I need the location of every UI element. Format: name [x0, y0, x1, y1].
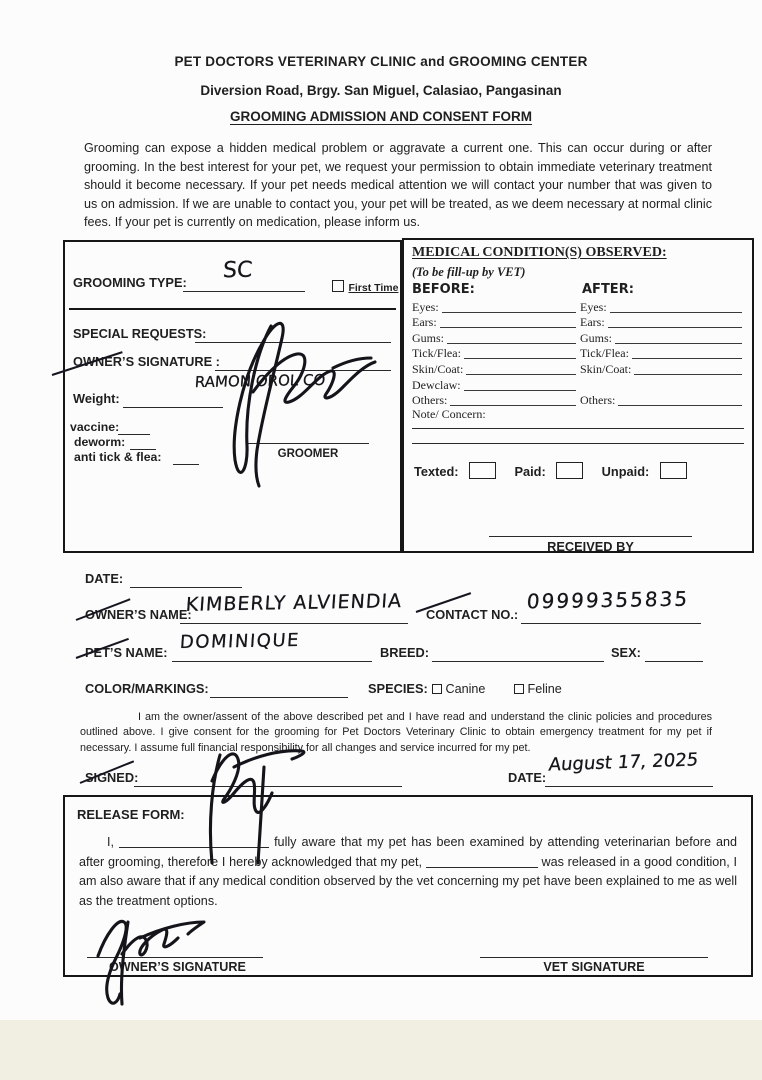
clinic-name: PET DOCTORS VETERINARY CLINIC and GROOMING CENTER	[174, 54, 588, 69]
vet-signature-blank	[480, 957, 708, 958]
medical-row	[412, 393, 746, 409]
medical-row	[412, 346, 746, 362]
contact-no-label: CONTACT NO.:	[426, 607, 519, 622]
owner-signature-label: OWNER’S SIGNATURE :	[73, 354, 220, 369]
med-row-blank	[608, 315, 742, 328]
paid-label: Paid:	[514, 464, 546, 479]
med-row-label: Tick/Flea:	[412, 346, 461, 361]
med-row-label: Eyes:	[412, 299, 439, 314]
texted-checkbox	[469, 462, 496, 479]
first-time-field	[332, 278, 398, 296]
medical-row	[412, 361, 746, 377]
medical-box	[402, 238, 754, 553]
texted-label: Texted:	[414, 464, 459, 479]
anti-tick-label: anti tick & flea:	[74, 450, 162, 464]
signed-date-handwritten: August 17, 2025	[547, 749, 700, 776]
note-line-2	[412, 443, 744, 444]
payment-row	[414, 462, 687, 481]
clinic-address: Diversion Road, Brgy. San Miguel, Calasiao, Pangasinan	[200, 83, 562, 98]
med-row-blank	[632, 346, 742, 359]
pet-name-label: PET’S NAME:	[85, 645, 168, 660]
note-line-1	[412, 428, 744, 429]
after-label: AFTER:	[582, 282, 634, 297]
date-blank	[130, 587, 242, 588]
grooming-type-handwritten: SC	[222, 257, 254, 284]
contact-no-handwritten: 09999355835	[526, 586, 690, 614]
signed-label: SIGNED:	[85, 770, 139, 785]
med-row-blank	[440, 315, 576, 328]
med-row-blank	[634, 362, 742, 375]
medical-row	[412, 299, 746, 315]
groomer-label: GROOMER	[277, 448, 339, 460]
deworm-label: deworm:	[74, 435, 126, 449]
med-row-label: Gums:	[580, 330, 613, 345]
received-by-label: RECEIVED BY	[547, 539, 634, 554]
medical-row	[412, 377, 746, 393]
med-row-label: Others:	[412, 393, 448, 408]
first-time-checkbox	[332, 280, 344, 292]
med-row-blank	[442, 300, 576, 313]
release-name-blank	[119, 835, 269, 848]
med-row-blank	[464, 346, 576, 359]
med-row-blank	[447, 331, 576, 344]
owner-name-handwritten: KIMBERLY ALVIENDIA	[185, 590, 403, 616]
med-row-blank	[464, 378, 576, 391]
release-pet-blank	[426, 855, 538, 868]
med-row-label: Eyes:	[580, 299, 607, 314]
med-row-blank	[615, 331, 742, 344]
species-canine-option	[432, 682, 485, 696]
signed-date-blank	[545, 786, 713, 787]
release-owner-signature-label: OWNER’S SIGNATURE	[109, 960, 246, 974]
pet-name-blank	[172, 661, 372, 662]
release-paragraph	[79, 833, 737, 911]
med-row-label: Tick/Flea:	[580, 346, 629, 361]
scan-background	[0, 1020, 762, 1080]
medical-box-subtitle: (To be fill-up by VET)	[412, 265, 526, 279]
med-row-blank	[450, 393, 576, 406]
consent-paragraph: I am the owner/assent of the above described pet and I have read and understand the clinic policies and procedures outlined above. I give consent for the grooming for Pet Doctors Veterinary Clinic to obtain emergency treatment for my pet if necessary. I assume full financial responsibility for all changes and service incurred for my pet.	[80, 711, 712, 754]
sex-label: SEX:	[611, 645, 641, 660]
med-row-label: Gums:	[412, 330, 445, 345]
signed-blank	[134, 786, 402, 787]
anti-tick-blank	[173, 464, 199, 465]
form-title: GROOMING ADMISSION AND CONSENT FORM	[230, 109, 532, 124]
med-row-label: Ears:	[580, 315, 605, 330]
release-box	[63, 795, 753, 977]
vaccine-label: vaccine:	[70, 420, 120, 434]
release-text-end: was released in a good condition, I am also aware that if any medical condition observed by the vet concerning my pet have been explained to me as well as the treatment options.	[79, 854, 738, 908]
medical-row	[412, 330, 746, 346]
med-row-blank	[466, 362, 576, 375]
feline-checkbox	[514, 684, 524, 694]
release-form-title: RELEASE FORM:	[77, 807, 185, 822]
date-label: DATE:	[85, 571, 124, 586]
special-requests-label: SPECIAL REQUESTS:	[73, 326, 207, 341]
species-feline-option	[514, 682, 562, 696]
section-divider	[69, 308, 396, 310]
owner-name-label: OWNER’S NAME:	[85, 607, 192, 622]
weight-label: Weight:	[73, 391, 120, 406]
med-row-label: Ears:	[412, 315, 437, 330]
first-time-label: First Time	[348, 282, 399, 294]
unpaid-label: Unpaid:	[601, 464, 650, 479]
weight-blank	[123, 407, 223, 408]
med-row-label: Others:	[580, 393, 616, 408]
pet-name-handwritten: DOMINIQUE	[179, 629, 301, 654]
owner-printed-name-handwritten: RAMON OROL CO	[194, 370, 326, 392]
release-owner-signature-blank	[87, 957, 263, 958]
grooming-box	[63, 240, 402, 553]
signed-date-label: DATE:	[508, 770, 547, 785]
contact-no-blank	[521, 623, 701, 624]
release-text-middle: fully aware that my pet has been examined by attending veterinarian before and after grooming, therefore I hereby acknowledged that my pet,	[79, 835, 737, 869]
feline-label: Feline	[527, 682, 562, 696]
medical-rows	[412, 299, 746, 408]
groomer-blank	[247, 443, 369, 444]
medical-row	[412, 315, 746, 331]
canine-checkbox	[432, 684, 442, 694]
before-label: BEFORE:	[412, 282, 475, 297]
paid-checkbox	[556, 462, 583, 479]
owner-signature-scribble	[183, 294, 383, 494]
release-text-start: I,	[107, 835, 114, 849]
owner-name-blank	[180, 623, 408, 624]
grooming-type-label: GROOMING TYPE:	[73, 275, 187, 290]
med-row-blank	[610, 300, 742, 313]
med-row-label: Skin/Coat:	[580, 361, 632, 376]
vet-signature-label: VET SIGNATURE	[543, 960, 645, 974]
med-row-blank	[618, 393, 742, 406]
special-requests-blank	[195, 342, 391, 343]
med-row-label: Skin/Coat:	[412, 361, 464, 376]
color-markings-blank	[210, 697, 348, 698]
breed-blank	[432, 661, 604, 662]
species-label: SPECIES:	[368, 681, 428, 696]
color-markings-label: COLOR/MARKINGS:	[85, 681, 209, 696]
canine-label: Canine	[445, 682, 486, 696]
received-by-blank	[489, 536, 692, 537]
intro-paragraph: Grooming can expose a hidden medical problem or aggravate a current one. This can occur during or after grooming. In the best interest for your pet, we request your permission to obtain immediate veterinary treatment should it become necessary. If your pet needs medical attention we will contact your number that was given to us on admission. If we are unable to contact you, your pet will be treated, as we deem necessary at normal clinic fees. If your pet is currently on medication, please inform us.	[84, 141, 712, 230]
medical-box-title: MEDICAL CONDITION(S) OBSERVED:	[412, 245, 667, 260]
sex-blank	[645, 661, 703, 662]
breed-label: BREED:	[380, 645, 430, 660]
grooming-type-blank	[183, 291, 305, 292]
unpaid-checkbox	[660, 462, 687, 479]
note-concern-label: Note/ Concern:	[412, 407, 486, 421]
med-row-label: Dewclaw:	[412, 377, 461, 392]
